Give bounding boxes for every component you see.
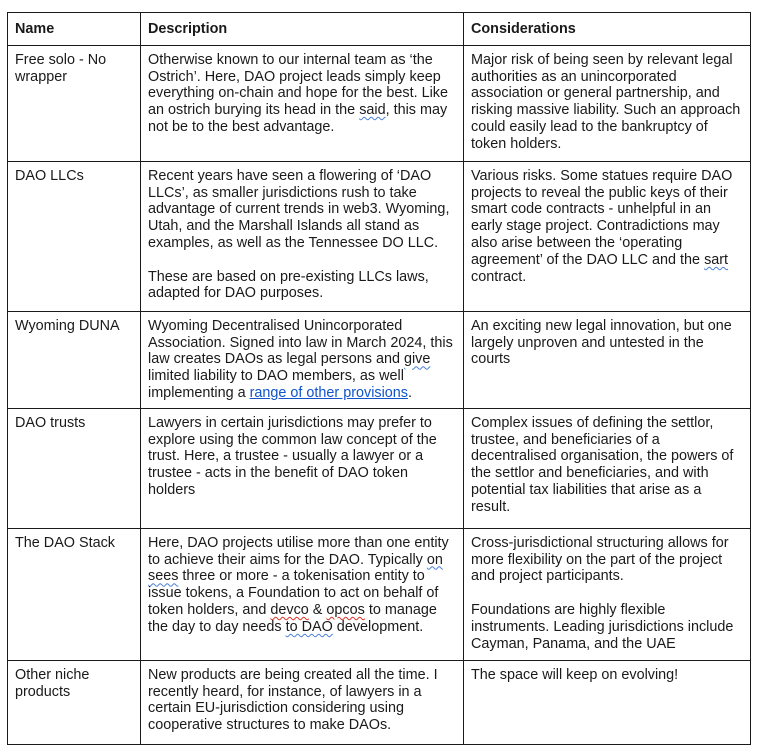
description-paragraph: Lawyers in certain jurisdictions may prefer to explore using the common law concept of the trust. Here, a trustee - usually a lawyer or a trustee - acts in the benefit of DAO token holders <box>148 414 437 498</box>
table-header-row <box>8 13 751 46</box>
description-paragraph: These are based on pre-existing LLCs laws, adapted for DAO purposes. <box>148 268 429 302</box>
cell-description <box>141 408 464 528</box>
table-row <box>8 45 751 161</box>
considerations-paragraph: Foundations are highly flexible instruments. Leading jurisdictions include Cayman, Panama, and the UAE <box>471 601 734 652</box>
spelling-flagged-word[interactable]: opcos <box>326 601 365 618</box>
table-row <box>8 161 751 311</box>
text-run: Various risks. Some statues require DAO projects to reveal the public keys of their smart code contracts - unhelpful in an early stage project. Contradictions may also arise between the ‘operating agreement’ of the DAO LLC and the <box>471 167 733 268</box>
table-row <box>8 528 751 660</box>
range-of-other-provisions-link[interactable]: range of other provisions <box>249 384 408 401</box>
cell-name: The DAO Stack <box>8 528 141 660</box>
grammar-flagged-word[interactable]: sart <box>704 251 729 268</box>
cell-considerations <box>464 45 751 161</box>
considerations-paragraph: Cross-jurisdictional structuring allows for more flexibility on the part of the project and project participants. <box>471 534 729 585</box>
cell-name: Other niche products <box>8 660 141 744</box>
text-run: to manage the day to day needs <box>148 601 437 635</box>
considerations-paragraph: An exciting new legal innovation, but one largely unproven and untested in the courts <box>471 317 732 368</box>
cell-description <box>141 45 464 161</box>
grammar-flagged-word[interactable]: on sees <box>148 551 443 585</box>
text-run: Otherwise known to our internal team as ‘the Ostrich’. Here, DAO project leads simply keep everything on-chain and hope for the best. Like an ostrich burying its head in the <box>148 51 449 119</box>
cell-considerations <box>464 311 751 408</box>
table-row <box>8 311 751 408</box>
text-run: contract. <box>471 268 527 285</box>
considerations-paragraph: The space will keep on evolving! <box>471 666 679 683</box>
cell-description <box>141 161 464 311</box>
dao-structures-table <box>7 12 751 745</box>
cell-name: DAO LLCs <box>8 161 141 311</box>
description-paragraph: Recent years have seen a flowering of ‘DAO LLCs’, as smaller jurisdictions rush to take advantage of current trends in web3. Wyoming, Utah, and the Marshall Islands all stand as examples, as well as the Tennessee DO LLC. <box>148 167 450 251</box>
text-run: . <box>407 384 412 401</box>
table-row <box>8 660 751 744</box>
description-paragraph: New products are being created all the time. I recently heard, for instance, of lawyers in a certain EU-jurisdiction considering using cooperative structures to make DAOs. <box>148 666 438 734</box>
cell-description <box>141 660 464 744</box>
cell-name: DAO trusts <box>8 408 141 528</box>
text-run: development. <box>332 618 424 635</box>
header-description: Description <box>141 13 464 46</box>
considerations-paragraph <box>471 168 743 286</box>
text-run: limited liability to DAO members, as well implementing a <box>148 368 404 401</box>
grammar-flagged-word[interactable]: to DAO <box>285 618 333 635</box>
cell-description <box>141 311 464 408</box>
cell-name: Free solo - No wrapper <box>8 45 141 161</box>
header-name: Name <box>8 13 141 46</box>
cell-considerations <box>464 528 751 660</box>
cell-considerations <box>464 660 751 744</box>
considerations-paragraph: Major risk of being seen by relevant legal authorities as an unincorporated association or general partnership, and risking massive liability. Such an approach could easily lead to the bankruptcy of token holders. <box>471 51 741 152</box>
considerations-paragraph: Complex issues of defining the settlor, trustee, and beneficiaries of a decentralised organisation, the powers of the settlor and beneficiaries, and with potential tax liabilities that arise as a result. <box>471 414 734 515</box>
text-run: Wyoming Decentralised Unincorporated Association. Signed into law in March 2024, this law creates DAOs as legal persons and <box>148 317 453 368</box>
cell-name: Wyoming DUNA <box>8 311 141 408</box>
table-row <box>8 408 751 528</box>
cell-description <box>141 528 464 660</box>
cell-considerations <box>464 161 751 311</box>
grammar-flagged-word[interactable]: said <box>359 102 386 119</box>
text-run: & <box>308 601 327 618</box>
spelling-flagged-word[interactable]: devco <box>270 601 309 618</box>
text-run: three or more - a tokenisation entity to issue tokens, a Foundation to act on behalf of token holders, and <box>148 568 439 618</box>
text-run: , this may not be to the best advantage. <box>148 102 448 135</box>
text-run: Here, DAO projects utilise more than one entity to achieve their aims for the DAO. Typically <box>148 534 449 568</box>
header-considerations: Considerations <box>464 13 751 46</box>
description-paragraph <box>148 535 456 636</box>
description-paragraph <box>148 52 456 136</box>
description-paragraph <box>148 318 456 402</box>
grammar-flagged-word[interactable]: give <box>403 351 431 368</box>
cell-considerations <box>464 408 751 528</box>
